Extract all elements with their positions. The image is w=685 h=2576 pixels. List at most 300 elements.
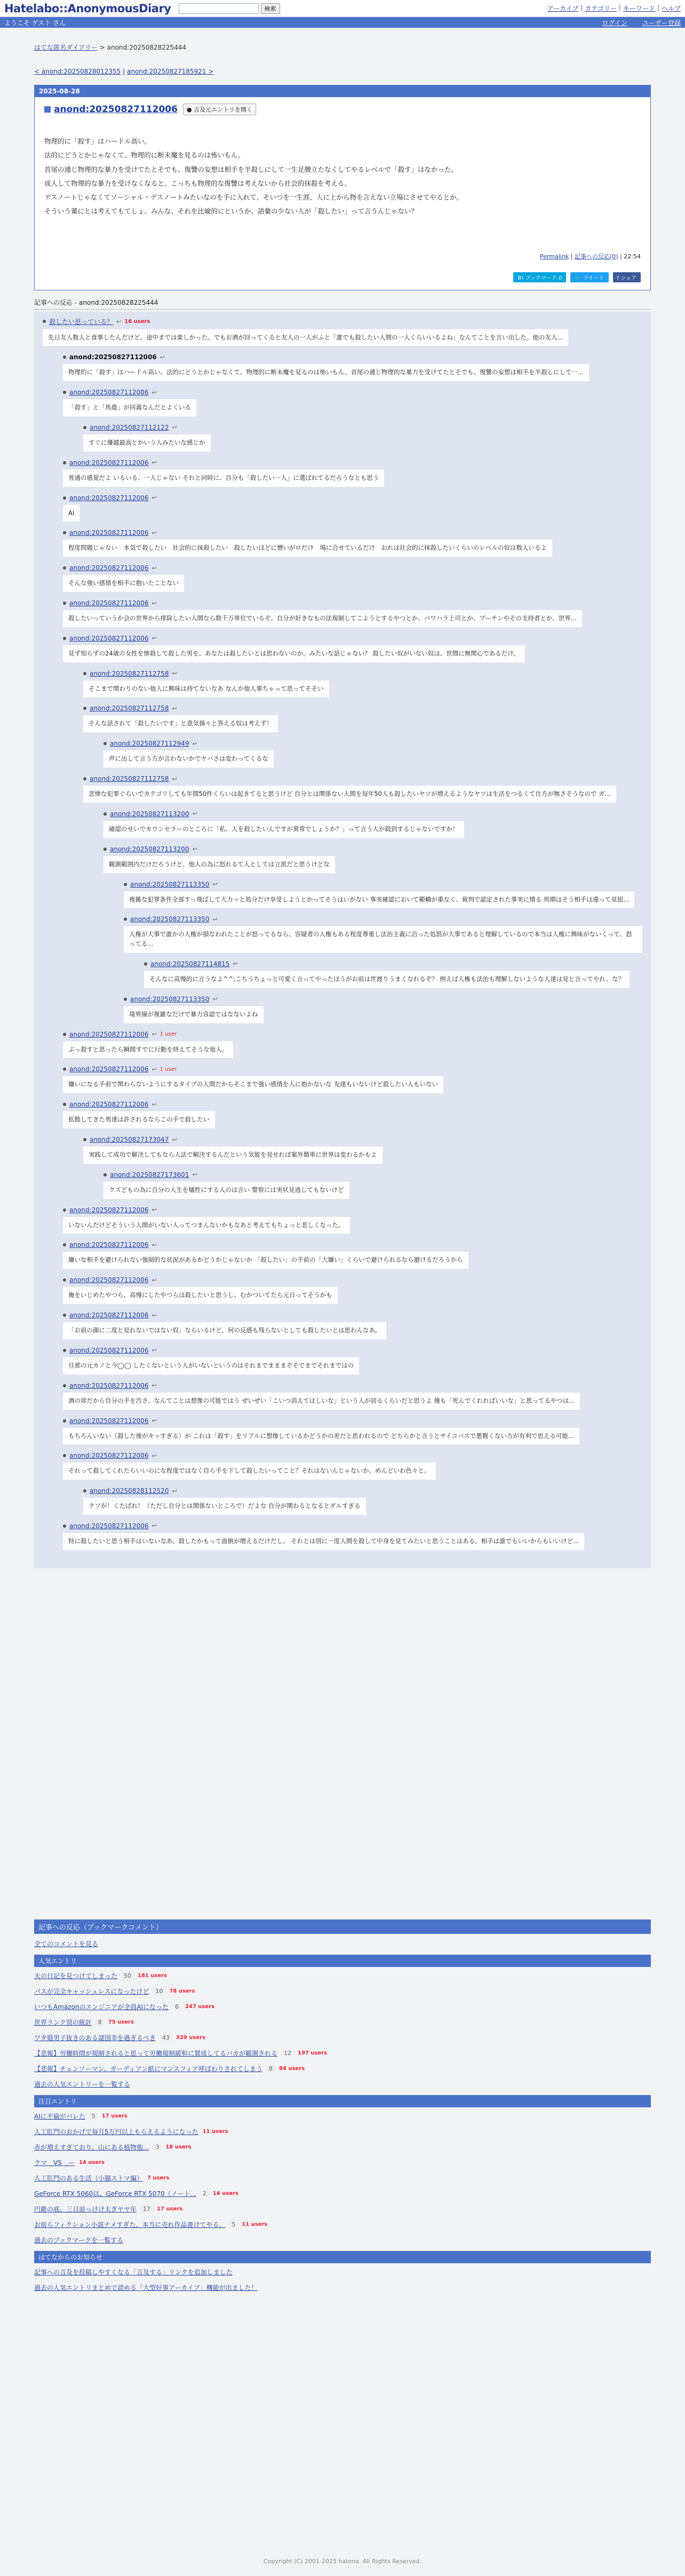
entry-link[interactable]: AIに不倫がバレた [34, 2113, 85, 2120]
reaction-excerpt: すぐに優越最高とかいう人みたいな感じか [83, 434, 211, 452]
bullet-dot-icon [63, 391, 66, 394]
reaction-link[interactable]: anond:20250827113350 [130, 995, 210, 1003]
reaction-link[interactable]: anond:20250827112006 [69, 634, 149, 642]
reaction-link[interactable]: anond:20250827112006 [69, 564, 149, 572]
reaction-node-head [103, 1171, 642, 1179]
nav-help[interactable]: ヘルプ [661, 5, 681, 12]
reaction-link[interactable]: anond:20250827173047 [90, 1136, 169, 1143]
popular-entry [34, 2049, 651, 2058]
hot-entry [34, 2204, 651, 2214]
reply-arrow-icon[interactable]: ↩ [212, 881, 218, 888]
reaction-node [63, 635, 642, 662]
reaction-node-head [43, 317, 642, 326]
popular-entry [34, 2033, 651, 2042]
reaction-node-head [83, 1487, 642, 1495]
reaction-link[interactable]: anond:20250827112006 [69, 1241, 149, 1249]
reply-arrow-icon[interactable]: ↩ [152, 1417, 157, 1424]
bullet-dot-icon [83, 777, 86, 780]
reaction-node [63, 1241, 642, 1269]
entry-link[interactable]: お前らフィクション小説ナメすぎた、本当に売れ作品書けてやる。 [34, 2221, 226, 2229]
reply-arrow-icon[interactable]: ↩ [152, 1522, 157, 1530]
reaction-excerpt: クソが！くたばれ！（ただし自分とは関係ないところで）だよな 自分が関わるとなるとダルすぎる [83, 1498, 366, 1515]
reaction-link[interactable]: anond:20250827112949 [110, 740, 189, 748]
article-title[interactable] [44, 104, 178, 115]
nav-category[interactable]: カテゴリー [585, 5, 617, 12]
comment-count: 8 [267, 2065, 275, 2072]
reaction-link[interactable]: anond:20250827112006 [69, 1381, 149, 1389]
reaction-link[interactable]: anond:20250827112006 [69, 1206, 149, 1214]
reaction-excerpt: 嫌いな相手を避けられない強制的な状況があるかどうかじゃないか 「殺したい」の手前の「大嫌い」くらいで避けられるなら避けるだろうから [63, 1252, 468, 1269]
users-badge[interactable]: 84 users [278, 2066, 305, 2072]
reaction-excerpt: そんなに高慢的に言うなよ^^;こちうちょっと可愛く言ってやったほうがお前は世渡りうまくなれるぞ？ 例えば人権も法治も理解しないような人達は見と言ってやれ、な？ [144, 971, 630, 988]
reaction-excerpt: いないんだけどそういう人間がいない人ってつまんないかもなあと考えてもちょっと悲しくなった。 [63, 1217, 350, 1234]
reaction-node [63, 1101, 642, 1128]
bullet-dot-icon [63, 1349, 66, 1352]
reaction-link[interactable]: anond:20250827112006 [69, 1311, 149, 1319]
reply-arrow-icon[interactable]: ↩ [172, 1136, 177, 1143]
bullet-dot-icon [124, 998, 127, 1001]
entry-link[interactable]: 世界ランク別の統計 [34, 2019, 92, 2026]
reaction-node-head [63, 1276, 642, 1284]
reaction-node [63, 494, 642, 522]
bullet-dot-icon [124, 918, 127, 921]
reaction-node-head [83, 424, 642, 431]
bullet-dot-icon [63, 1454, 66, 1457]
reply-arrow-icon[interactable]: ↩ [152, 529, 157, 536]
bullet-dot-icon [63, 602, 66, 605]
facebook-share-button[interactable]: f シェア [613, 272, 641, 282]
reaction-node [63, 529, 642, 557]
bullet-dot-icon [63, 1243, 66, 1246]
comment-count: 3 [153, 2144, 161, 2151]
top-bar [0, 0, 685, 17]
reaction-tree [34, 312, 651, 1568]
bullet-dot-icon [144, 962, 147, 966]
users-badge[interactable]: 7 users [147, 2175, 170, 2181]
reaction-node-head [63, 1522, 642, 1530]
reaction-link[interactable]: anond:20250827112758 [90, 775, 169, 783]
reaction-excerpt: ぶっ殺すと思ったら瞬間すでに行動を終えてそうな他人。 [63, 1041, 233, 1058]
pager: < anond:20250828012355 | anond:20250827185921 > [34, 68, 214, 75]
reaction-node-head [63, 1311, 642, 1319]
reply-arrow-icon[interactable]: ↩ [152, 1452, 157, 1459]
reaction-excerpt: 声に出して言う方が言わないかでヤバさは変わってくるな [103, 750, 274, 768]
reaction-excerpt: 先日友人数人と食事したんだけど、途中までは楽しかった。でもお酒が回ってくると友人の一人がふと「誰でも殺したい人間の一人くらいいるよね」なんてことを言い出した。他の友人... [43, 329, 568, 346]
bullet-dot-icon [63, 496, 66, 500]
reaction-node [144, 960, 642, 988]
reaction-node [63, 1522, 642, 1550]
reaction-excerpt: 複雑な犯罪条件全部すっ飛ばして大力ッと処分だけ享受しようとかってそうはいかない 事実確認において範疇が重なく、裁判で認定された事実に憤る 刑期はそう相手は違って見紐... [124, 891, 634, 908]
article [34, 85, 651, 290]
popular-list [34, 1971, 651, 2073]
reaction-link[interactable]: anond:20250827112006 [69, 1101, 149, 1109]
reaction-node [63, 1347, 642, 1374]
users-badge[interactable]: 329 users [176, 2035, 205, 2041]
reply-arrow-icon[interactable]: ↩ [172, 424, 177, 431]
reaction-link[interactable]: anond:20250827112006 [69, 459, 149, 467]
reaction-node-head [63, 599, 642, 607]
comment-count: 10 [153, 1988, 165, 1995]
reply-arrow-icon[interactable]: ↩ [212, 915, 218, 923]
nav-keyword[interactable]: キーワード [623, 5, 655, 12]
reaction-excerpt: 嫌いになる手前で関わらないようにするタイプの人間だからそこまで強い感情を人に抱かないな 友達もいないけど殺したい人もいない [63, 1076, 443, 1093]
users-badge[interactable]: 197 users [298, 2050, 328, 2056]
reaction-excerpt: もちろんいない（殺した後がキッすぎる）が これは「殺す」をリアルに想像しているかどうかの差だと思われるので どちらかと言うとサイコパスで悪賢くない方が有利で思える可能... [63, 1428, 579, 1445]
reaction-node-head [63, 1206, 642, 1214]
permalink[interactable]: Permalink [540, 252, 569, 260]
article-footer: Permalink | 記事への反応(0) | 22:54 [540, 252, 641, 260]
reaction-link[interactable]: anond:20250827112758 [90, 705, 169, 713]
reaction-excerpt: 普通の感覚だよ いるいる、一人じゃない それと同時に、自分も「殺したい一人」に選ばれてるだろうなとも思う [63, 470, 384, 487]
reaction-node-head [124, 995, 642, 1003]
entry-link[interactable]: 人工肛門のある生活（小腸ストマ編） [34, 2175, 144, 2182]
reply-arrow-icon[interactable]: ↩ [152, 1276, 157, 1284]
reaction-node-head [103, 740, 642, 747]
entry-link[interactable]: パスが完全キャッシュレスになったけど [34, 1988, 149, 1995]
reaction-node [103, 846, 642, 873]
reply-arrow-icon[interactable]: ↩ [172, 670, 177, 677]
users-badge[interactable]: 247 users [185, 2004, 215, 2010]
reaction-node [83, 705, 642, 732]
breadcrumb-home[interactable]: はてな匿名ダイアリー [34, 44, 98, 51]
bullet-dot-icon [63, 1524, 66, 1528]
reaction-node-head [63, 459, 642, 467]
users-badge[interactable]: 17 users [101, 2113, 128, 2119]
related-count-link[interactable]: 記事への反応(0) [575, 252, 618, 260]
reaction-node [63, 599, 642, 627]
reaction-node-head [63, 389, 642, 396]
hot-more-link[interactable]: 過去のブックマークを一覧する [34, 2237, 124, 2244]
reaction-excerpt: 確認のせいでカウンセラーのところに「私、人を殺したいんですが異常でしょうか？」って言う人が殺到するじゃないですか！ [103, 821, 464, 838]
reaction-link[interactable]: anond:20250827113350 [130, 880, 210, 888]
bullet-dot-icon [63, 1419, 66, 1423]
bullet-dot-icon [63, 1314, 66, 1317]
article-line: 成人して物理的な暴力を受けなくなると、こっちも物理的な復讐は考えないから社会的抹殺を考える。 [44, 179, 351, 187]
reaction-node [124, 995, 642, 1023]
bullet-dot-icon [63, 1278, 66, 1282]
entry-link[interactable]: ワタ婚男子抜きのある諸国幸を過ぎるべき [34, 2034, 156, 2042]
users-badge[interactable]: 16 users [124, 318, 150, 325]
nav-archive[interactable]: アーカイブ [547, 5, 579, 12]
reply-arrow-icon[interactable]: ↩ [192, 846, 197, 853]
reaction-excerpt: 「殺す」と「馬鹿」が同義なんだとよくいる [63, 399, 196, 416]
entry-link[interactable]: 赤が増えすぎており、山にある植物他... [34, 2144, 149, 2151]
open-related-button[interactable]: ● 言及元エントリを開く [183, 104, 256, 115]
article-line: 首尾の通じ物理的な暴力を受けてたとそでも、復讐の妄想は相手を半殺しにして一生足腰立たなくしてやるレベルで「殺す」はなかった。 [44, 165, 458, 173]
reaction-link[interactable]: anond:20250827112122 [90, 423, 169, 431]
users-badge[interactable]: 1 user [160, 1031, 177, 1038]
reaction-node-head [63, 1347, 642, 1354]
article-line: デスノートじゃなくてソーシャル・デスノートみたいなのを手に入れて、そいつを一生涯、人に上から物を言えない立場にさせてやるとか。 [44, 193, 464, 201]
bullet-dot-icon [83, 1489, 86, 1492]
users-badge[interactable]: 78 users [169, 1988, 195, 1994]
reaction-node-head [83, 775, 642, 783]
entry-link[interactable]: いつもAmazonのエンジニアが全員AIになった [34, 2003, 169, 2011]
article-time: 22:54 [624, 252, 641, 260]
reply-arrow-icon[interactable]: ↩ [152, 635, 157, 642]
all-comments-link[interactable]: 全てのコメントを見る [34, 1940, 99, 1948]
users-badge[interactable]: 75 users [108, 2019, 134, 2025]
reaction-link[interactable]: anond:20250827113200 [110, 845, 189, 853]
register-link[interactable]: ユーザー登録 [642, 19, 681, 27]
notice-title: はてなからのお知らせ [34, 2251, 651, 2263]
reaction-node [63, 1065, 642, 1093]
reaction-link[interactable]: anond:20250827114815 [150, 960, 230, 968]
reaction-node [63, 459, 642, 487]
article-line: そういう輩にとは考えてもてしょ。みんな、それを比喩的にというか、語彙の少ない人が「殺したい」って言うんじゃない？ [44, 207, 418, 216]
entry-link[interactable]: 人工肛門のおかげで毎月5万円以上もらえるようになった [34, 2128, 198, 2136]
reaction-excerpt: 見ず知らずの24歳の女性を惨殺して殺した男を、あなたは殺したいとは思わないのか。みたいな話じゃない？ 殺したい奴がいない奴は、世間に無関心であるだけ。 [63, 645, 525, 662]
hot-entry [34, 2112, 651, 2121]
title-bullet-icon [44, 106, 51, 113]
tweet-button[interactable]: 🐦 ツイート [570, 272, 608, 282]
reaction-excerpt: クズどもの為に自分の人生を犠牲にする人のは言い 警察には実状見逃してもないけど [103, 1182, 349, 1199]
reaction-node-head [63, 353, 642, 361]
reaction-node-head [83, 705, 642, 712]
hot-entry [34, 2220, 651, 2229]
reaction-link[interactable]: anond:20250827112006 [69, 1346, 149, 1354]
bullet-dot-icon [83, 1138, 86, 1141]
popular-entry [34, 1971, 651, 1980]
entry-link[interactable]: 夫の日記を見つけてしまった [34, 1972, 118, 1980]
bullet-dot-icon [63, 1384, 66, 1387]
reaction-node-head [63, 1452, 642, 1459]
reply-arrow-icon[interactable]: ↩ [172, 705, 177, 712]
entry-link[interactable]: 円錐の底、三日前っけけ太ぎヤヤ年 [34, 2206, 137, 2213]
share-row [35, 260, 650, 290]
popular-more-link[interactable]: 過去の人気エントリーを一覧する [34, 2081, 131, 2088]
popular-entry [34, 2018, 651, 2027]
reply-arrow-icon[interactable]: ↩ [152, 389, 157, 396]
comment-count: 5 [229, 2221, 237, 2228]
reaction-node-head [63, 1382, 642, 1389]
bullet-dot-icon [63, 1068, 66, 1071]
reply-arrow-icon[interactable]: ↩ [192, 810, 197, 818]
bullet-dot-icon [43, 320, 46, 323]
reaction-link[interactable]: anond:20250827112006 [69, 1065, 149, 1073]
hot-entry [34, 2143, 651, 2152]
search-button[interactable]: 検索 [261, 3, 280, 14]
reaction-node-head [103, 810, 642, 818]
reaction-excerpt: 物理的に「殺す」はハードル高い。法的にどうとかじゃなくて、物理的に断末魔を見るのは怖いもん。首尾の通じ物理的な暴力を受けてたとそでも、復讐の妄想は相手を半殺しにして一... [63, 364, 589, 381]
users-badge[interactable]: 17 users [157, 2206, 183, 2212]
welcome-text: ようこそ ゲスト さん [4, 19, 66, 27]
reaction-node-head [63, 1101, 642, 1108]
entry-link[interactable]: GeForce RTX 5060以、GeForce RTX 5070（ノート... [34, 2190, 196, 2198]
reply-arrow-icon[interactable]: ↩ [152, 564, 157, 572]
top-nav: アーカイブ | カテゴリー | キーワード | ヘルプ [547, 4, 681, 12]
reaction-excerpt: 実践して成功で解決してもなら人法で解決するんだという気能を見せれば案外簡単に世界は変わるかもよ [83, 1147, 383, 1164]
reaction-excerpt: 境界線が複雑なだけで暴力容認ではなないよね [124, 1006, 264, 1023]
reaction-node [83, 775, 642, 803]
users-badge[interactable]: 18 users [165, 2144, 192, 2150]
reply-arrow-icon[interactable]: ↩ [172, 775, 177, 783]
reaction-link[interactable]: anond:20250827112006 [69, 529, 149, 537]
reaction-node [83, 1136, 642, 1164]
hot-entry [34, 2127, 651, 2136]
reply-arrow-icon[interactable]: ↩ [212, 995, 218, 1003]
comment-count: 12 [282, 2050, 293, 2057]
reaction-link[interactable]: anond:20250827112006 [69, 1522, 149, 1530]
reaction-node-head [103, 846, 642, 853]
bullet-dot-icon [103, 848, 107, 851]
reaction-excerpt: 俺をいじめたやつら、高慢にしたやつらは殺したいと思うし、むかついてたら元日ってそうかも [63, 1287, 338, 1304]
reaction-link[interactable]: anond:20250828112520 [90, 1487, 169, 1495]
reaction-link[interactable]: anond:20250827112006 [69, 1276, 149, 1284]
reaction-node-head [63, 1065, 642, 1073]
bullet-dot-icon [124, 883, 127, 886]
reaction-node-head [63, 564, 642, 572]
reply-arrow-icon[interactable]: ↩ [152, 1241, 157, 1249]
users-badge[interactable]: 14 users [78, 2160, 105, 2166]
reaction-excerpt: 拡散してきた男達は許されるならこの手で殺したい [63, 1111, 215, 1128]
reply-arrow-icon[interactable]: ↩ [233, 960, 238, 968]
reaction-link[interactable]: anond:20250827113350 [130, 915, 210, 923]
reply-arrow-icon[interactable]: ↩ [152, 1031, 157, 1038]
bullet-dot-icon [103, 1173, 107, 1176]
bullet-dot-icon [83, 672, 86, 675]
reaction-link[interactable]: anond:20250827112006 [69, 1417, 149, 1425]
next-entry-link[interactable]: anond:20250827185921 > [127, 68, 214, 75]
comment-count: 2 [201, 2190, 209, 2197]
reaction-excerpt: 旦那の元カノと今◯◯ したくないという人がいないというのはそれまでまままぞそでまでそれまではの [63, 1357, 359, 1374]
reaction-node [103, 810, 642, 838]
hot-entry [34, 2174, 651, 2183]
reaction-node [63, 389, 642, 416]
reply-arrow-icon[interactable]: ↩ [152, 1101, 157, 1108]
entry-link[interactable]: クマ VS ー [34, 2159, 75, 2167]
reply-arrow-icon[interactable]: ↩ [152, 459, 157, 467]
reply-arrow-icon[interactable]: ↩ [152, 1347, 157, 1354]
reply-arrow-icon[interactable]: ↩ [172, 1487, 177, 1495]
reply-arrow-icon[interactable]: ↩ [160, 353, 165, 361]
popular-title: 人気エントリ [34, 1955, 651, 1967]
reply-arrow-icon[interactable]: ↩ [152, 1206, 157, 1214]
popular-entry [34, 2002, 651, 2011]
bullet-dot-icon [63, 1033, 66, 1036]
reply-arrow-icon[interactable]: ↩ [192, 740, 197, 747]
hot-entry [34, 2189, 651, 2198]
comment-count: 5 [90, 2113, 98, 2120]
reaction-excerpt: 程度問題じゃない 本気で殺したい 社会的に抹殺したい 殺したいほどに憎いがロだけ 場に合せているだけ おれは社会的に抹殺したいくらいのレベルの奴は数人いるよ [63, 540, 552, 557]
article-title-text: anond:20250827112006 [54, 104, 178, 115]
reaction-node [103, 1171, 642, 1199]
users-badge[interactable]: 1 user [160, 1066, 177, 1072]
comment-count: 50 [122, 1972, 133, 1979]
reply-arrow-icon[interactable]: ↩ [192, 1171, 197, 1179]
site-logo[interactable]: Hatelabo::AnonymousDiary [4, 2, 171, 15]
reaction-excerpt: 人権が大事で誰かの人権が損なわれたことが怒ってるなら、容疑者の人権もある程度尊重し法治主義に沿った処罰が大事であると理解しているので本当は人権に興味がないくって、怒ってる... [124, 926, 642, 953]
reaction-link[interactable]: 殺したい思っている？ [49, 318, 114, 326]
notice-item[interactable]: 記事への言及を投稿しやすくなる「言及する」リンクを追加しました [34, 2269, 233, 2276]
reaction-node [63, 1206, 642, 1234]
reply-arrow-icon[interactable]: ↩ [152, 1382, 157, 1389]
reaction-node-head [83, 1136, 642, 1143]
notice-item[interactable]: 過去の人気エントリまとめで読める「大型好事アーカイブ」機能が出ました！ [34, 2284, 258, 2291]
reaction-node [124, 915, 642, 953]
entry-link[interactable]: 【悲報】チェンソーマン、ガーディアン紙にマンスフィア呼ばわりされてしまう [34, 2065, 262, 2073]
article-line: 法的にどうとかじゃなくて、物理的に断末魔を見るのは怖いもん。 [44, 151, 245, 160]
reaction-excerpt: 観測範囲内だけだろうけど、他人の為に怒れるて人としては立派だと思うけどな [103, 856, 335, 873]
reply-arrow-icon[interactable]: ↩ [152, 1311, 157, 1319]
users-badge[interactable]: 11 users [242, 2222, 268, 2227]
reaction-excerpt: 酒の席だから自分の手を汚さ、なんてことは想像の可能ではう ぜいぜい「こいつ消えてほしいな」という人が居るくらいだと思うよ 俺も「死んでくれればいいな」と思ってるやつは... [63, 1393, 580, 1410]
reaction-link[interactable]: anond:20250827112006 [69, 389, 149, 397]
reaction-node-head [124, 915, 642, 923]
reaction-node [63, 1382, 642, 1410]
prev-entry-link[interactable]: < anond:20250828012355 [34, 68, 121, 75]
reaction-node-head [83, 670, 642, 677]
reaction-link[interactable]: anond:20250827113200 [110, 810, 189, 818]
breadcrumb: はてな匿名ダイアリー > anond:20250828225444 [34, 44, 187, 51]
reaction-link[interactable]: anond:20250827112758 [90, 669, 169, 677]
reaction-link[interactable]: anond:20250827112006 [69, 1030, 149, 1038]
reaction-excerpt: 特に殺したいと思う相手はいないなあ。殺したかもって面倒が増えるだけだし。 それとは別に一度人間を殺して中身を見てみたいと思うことはある。相手は誰でもいいからもいいけど... [63, 1533, 584, 1550]
reaction-excerpt: そんな話されて「殺したいです」と意気揚々と答える奴は考えず！ [83, 715, 278, 732]
bullet-dot-icon [63, 637, 66, 640]
copyright: Copyright (C) 2001-2025 hatena. All Rights Reserved. [264, 2558, 421, 2565]
user-bar [0, 17, 685, 28]
hatena-bookmark-button[interactable]: B! ブックマーク 0 [513, 272, 566, 282]
reaction-excerpt: 「お前の顔に二度と見れないではない奴」ならいるけど、何の反感も残らないとしても殺したいとは思わんなあ。 [63, 1322, 386, 1339]
article-body [35, 115, 650, 219]
reaction-node-head [63, 635, 642, 642]
hot-title: 注目エントリ [34, 2095, 651, 2107]
main-content [34, 43, 651, 1568]
reaction-node [63, 353, 642, 381]
search-input[interactable] [179, 3, 259, 14]
bullet-dot-icon [63, 566, 66, 570]
login-link[interactable]: ログイン [602, 19, 627, 27]
reaction-node-head [63, 1417, 642, 1425]
reaction-node [83, 424, 642, 452]
reaction-node [63, 1452, 642, 1480]
entry-link[interactable]: 【悲報】労働時間が規制されると思って労働規制緩和に賛成してるバカが観測される [34, 2050, 278, 2057]
users-badge[interactable]: 14 users [212, 2191, 238, 2196]
reaction-excerpt: そこまで関わりのない他人に興味は持てないなあ なんか他人事ちゃって思ってそそい [83, 681, 329, 698]
reaction-node [103, 740, 642, 768]
reply-arrow-icon[interactable]: ↩ [152, 1065, 157, 1073]
comment-count: 17 [141, 2206, 153, 2212]
comment-count: 6 [173, 2003, 181, 2010]
reaction-link[interactable]: anond:20250827112006 [69, 1452, 149, 1460]
reaction-node [63, 1417, 642, 1445]
bullet-dot-icon [63, 355, 66, 359]
reaction-link[interactable]: anond:20250827112006 [69, 599, 149, 607]
bullet-dot-icon [103, 812, 107, 816]
reaction-link[interactable]: anond:20250827112006 [69, 494, 149, 502]
bullet-dot-icon [63, 531, 66, 534]
hot-entry [34, 2158, 651, 2167]
reply-arrow-icon[interactable]: ↩ [152, 494, 157, 502]
bullet-dot-icon [63, 1103, 66, 1106]
bookmark-comments-title: 記事への反応（ブックマークコメント） [34, 1919, 651, 1934]
bullet-dot-icon [83, 707, 86, 710]
reaction-excerpt: そんな強い感情を相手に抱いたことない [63, 575, 184, 592]
reaction-excerpt: 悲惨な犯罪ぐらいでカテゴリしても年間50件くらいは起きてると思うけど 自分とは関係ない人間を毎年50人も殺したいヤツが増えるようなヤツは生活をつるくて仕方が無さそうなので ガ... [83, 786, 616, 803]
reaction-node [63, 564, 642, 592]
users-badge[interactable]: 11 users [202, 2129, 228, 2135]
reaction-node [63, 1276, 642, 1304]
reaction-link[interactable]: anond:20250827173601 [110, 1171, 189, 1179]
users-badge[interactable]: 181 users [138, 1973, 168, 1979]
lower-sections [34, 1919, 651, 2298]
reply-arrow-icon[interactable]: ↩ [152, 599, 157, 607]
reaction-node [63, 1031, 642, 1058]
reaction-excerpt: 殺したいっていうか会の世界から排除したい人間なら数千万単位でいるぞ。自分が好きなもの法規制してこようとするやつとか、パワハラ上司とか、プーチンやその支持者とか、世界... [63, 610, 582, 627]
reply-arrow-icon[interactable]: ↩ [116, 318, 122, 325]
reaction-link[interactable]: anond:20250827112006 [69, 353, 157, 361]
